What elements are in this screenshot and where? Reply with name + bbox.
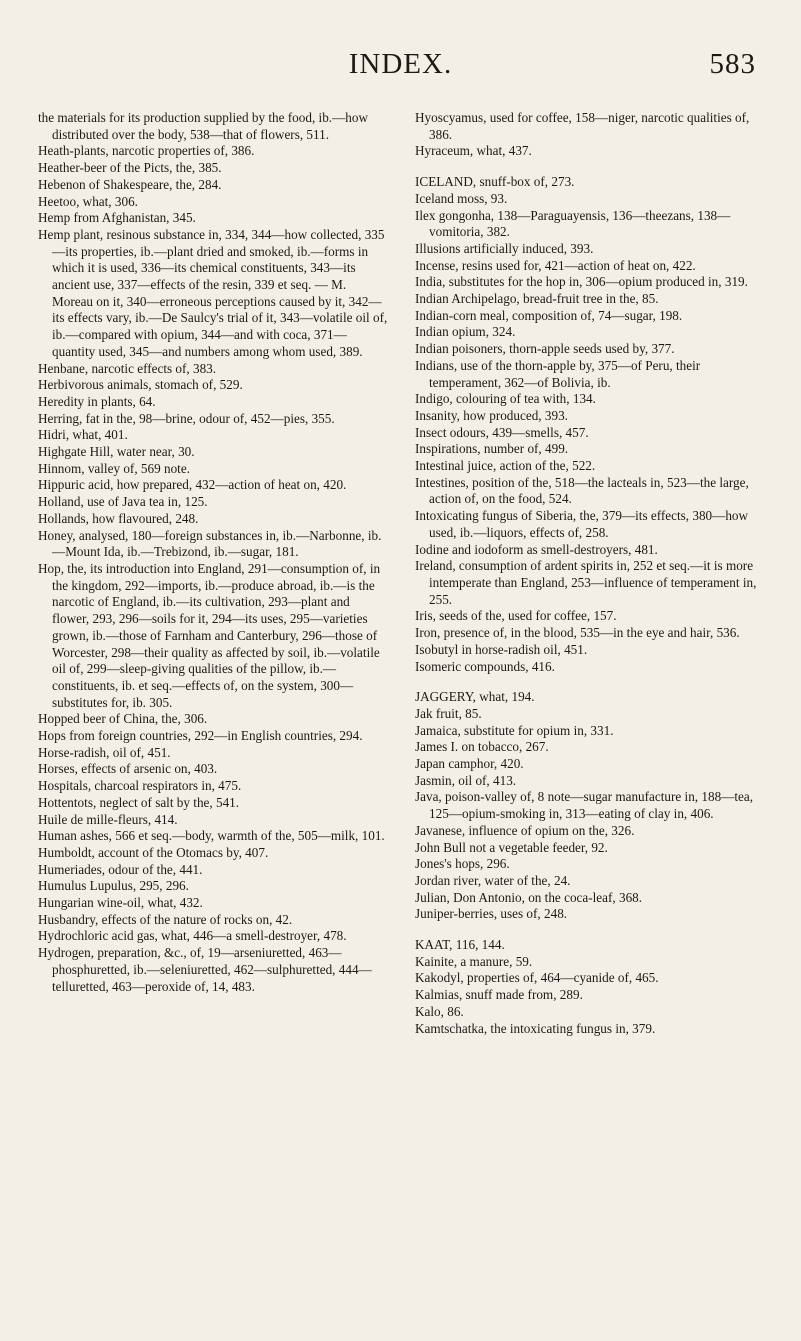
index-entry: Honey, analysed, 180—foreign substances in, ib.—Narbonne, ib.—Mount Ida, ib.—Trebizond, ib.—sugar, 181. [38, 527, 382, 560]
index-entry: Kalmias, snuff made from, 289. [415, 987, 583, 1003]
index-entry: Intoxicating fungus of Siberia, the, 379—its effects, 380—how used, ib.—liquors, effects of, 258. [415, 508, 749, 540]
index-entry: Hippuric acid, how prepared, 432—action of heat on, 420. [38, 477, 347, 493]
index-entry: John Bull not a vegetable feeder, 92. [415, 839, 608, 855]
index-entry: Hospitals, charcoal respirators in, 475. [38, 778, 242, 794]
index-entry: Herbivorous animals, stomach of, 529. [38, 377, 243, 393]
index-entry: Henbane, narcotic effects of, 383. [38, 360, 217, 376]
index-entry: KAAT, 116, 144. [415, 937, 505, 953]
index-entry: Kainite, a manure, 59. [415, 953, 533, 969]
index-entry: Japan camphor, 420. [415, 756, 524, 772]
index-entry: Iron, presence of, in the blood, 535—in the eye and hair, 536. [415, 625, 740, 641]
index-entry: India, substitutes for the hop in, 306—opium produced in, 319. [415, 274, 748, 290]
index-entry: Insect odours, 439—smells, 457. [415, 424, 589, 440]
running-title: INDEX. [348, 48, 453, 80]
index-entry: Incense, resins used for, 421—action of heat on, 422. [415, 257, 696, 273]
index-entry: Julian, Don Antonio, on the coca-leaf, 368. [415, 889, 643, 905]
index-entry: Jasmin, oil of, 413. [415, 772, 517, 788]
index-entry: Indian poisoners, thorn-apple seeds used by, 377. [415, 341, 675, 357]
index-entry: Indians, use of the thorn-apple by, 375—of Peru, their temperament, 362—of Bolivia, ib. [415, 357, 701, 390]
index-entry: Hydrogen, preparation, &c., of, 19—arseniuretted, 463—phosphuretted, ib.—seleniuretted, 462—sulphuretted, 444—telluretted, 463—peroxide of, 14, 483. [38, 945, 372, 994]
index-entry: Hinnom, valley of, 569 note. [38, 460, 190, 476]
index-entry: Javanese, influence of opium on the, 326. [415, 822, 635, 838]
index-entry: Kalo, 86. [415, 1003, 464, 1019]
index-entry: Insanity, how produced, 393. [415, 407, 568, 423]
index-entry: Hyraceum, what, 437. [415, 143, 532, 159]
index-entry: Jamaica, substitute for opium in, 331. [415, 722, 614, 738]
index-entry: ICELAND, snuff-box of, 273. [415, 174, 575, 190]
index-entry: Iodine and iodoform as smell-destroyers, 481. [415, 541, 658, 557]
index-entry: Heredity in plants, 64. [38, 393, 156, 409]
page-number: 583 [709, 48, 756, 80]
index-entry: Hemp from Afghanistan, 345. [38, 210, 196, 226]
index-entry: Hottentots, neglect of salt by the, 541. [38, 794, 240, 810]
index-entry: Herring, fat in the, 98—brine, odour of, 452—pies, 355. [38, 410, 335, 426]
index-entry: Humboldt, account of the Otomacs by, 407. [38, 844, 269, 860]
index-entry: the materials for its production supplied by the food, ib.—how distributed over the body, 538—that of flowers, 511. [38, 110, 368, 142]
index-columns [38, 110, 766, 1037]
index-entry: Inspirations, number of, 499. [415, 441, 569, 457]
index-entry: Hyoscyamus, used for coffee, 158—niger, narcotic qualities of, 386. [415, 110, 750, 142]
index-entry: JAGGERY, what, 194. [415, 689, 535, 705]
index-entry: Indian opium, 324. [415, 324, 516, 340]
index-entry: Intestinal juice, action of the, 522. [415, 458, 596, 474]
index-entry: Hidri, what, 401. [38, 427, 128, 443]
index-entry: Heather-beer of the Picts, the, 385. [38, 160, 222, 176]
index-entry: Hopped beer of China, the, 306. [38, 711, 208, 727]
index-entry: Hebenon of Shakespeare, the, 284. [38, 176, 222, 192]
index-entry: Horse-radish, oil of, 451. [38, 744, 171, 760]
index-entry: Jak fruit, 85. [415, 705, 482, 721]
left-column [38, 110, 389, 1037]
index-entry: Hops from foreign countries, 292—in English countries, 294. [38, 728, 363, 744]
index-entry: Huile de mille-fleurs, 414. [38, 811, 178, 827]
index-entry: Juniper-berries, uses of, 248. [415, 906, 568, 922]
index-entry: Intestines, position of the, 518—the lacteals in, 523—the large, action of, on the food, 524. [415, 474, 749, 507]
index-entry: Indian-corn meal, composition of, 74—sugar, 198. [415, 307, 683, 323]
index-entry: Kakodyl, properties of, 464—cyanide of, 465. [415, 970, 659, 986]
index-entry: Horses, effects of arsenic on, 403. [38, 761, 218, 777]
index-entry: Iris, seeds of the, used for coffee, 157. [415, 608, 617, 624]
index-entry: Kamtschatka, the intoxicating fungus in, 379. [415, 1020, 656, 1036]
index-entry: Indian Archipelago, bread-fruit tree in the, 85. [415, 291, 659, 307]
right-column [415, 110, 766, 1037]
index-entry: Isomeric compounds, 416. [415, 658, 555, 674]
index-entry: Husbandry, effects of the nature of rocks on, 42. [38, 911, 293, 927]
index-entry: Holland, use of Java tea in, 125. [38, 494, 208, 510]
index-entry: Java, poison-valley of, 8 note—sugar manufacture in, 188—tea, 125—opium-smoking in, 313—eating of clay in, 406. [415, 789, 754, 822]
index-entry: Illusions artificially induced, 393. [415, 240, 594, 256]
index-entry: Heetoo, what, 306. [38, 193, 138, 209]
index-entry: James I. on tobacco, 267. [415, 739, 549, 755]
index-entry: Hollands, how flavoured, 248. [38, 510, 199, 526]
index-entry: Hydrochloric acid gas, what, 446—a smell-destroyer, 478. [38, 928, 347, 944]
page-header [0, 48, 801, 88]
index-entry: Heath-plants, narcotic properties of, 386. [38, 143, 255, 159]
index-entry: Ilex gongonha, 138—Paraguayensis, 136—theezans, 138—vomitoria, 382. [415, 207, 731, 240]
index-entry: Humulus Lupulus, 295, 296. [38, 878, 189, 894]
index-entry: Hemp plant, resinous substance in, 334, 344—how collected, 335—its properties, ib.—plant dried and smoked, ib.—forms in which it is used, 336—its chemical constituents, 343—its ancient use, 337—effects of the resin, 339 et seq. — M. Moreau on it, 340—erroneous perceptions caused by it, 342—its effects vary, ib.—De Saulcy's trial of it, 343—volatile oil of, ib.—compared with opium, 344—and with coca, 371—quantity used, 345—and numbers among whom used, 389. [38, 226, 388, 359]
index-entry: Highgate Hill, water near, 30. [38, 444, 195, 460]
index-entry: Jordan river, water of the, 24. [415, 872, 571, 888]
index-entry: Isobutyl in horse-radish oil, 451. [415, 641, 588, 657]
index-entry: Hop, the, its introduction into England, 291—consumption of, in the kingdom, 292—imports, ib.—produce abroad, ib.—is the narcotic of England, ib.—its cultivation, 293—plant and flower, 293, 296—soils for it, 294—its uses, 295—varieties grown, ib.—those of Farnham and Canterbury, 296—those of Worcester, 298—their quality as affected by soil, ib.—volatile oil of, 299—sleep-giving qualities of the pillow, ib.—constituents, ib. et seq.—effects of, on the system, 300—substitutes for, ib. 305. [38, 560, 381, 710]
index-entry: Iceland moss, 93. [415, 190, 508, 206]
index-entry: Jones's hops, 296. [415, 856, 510, 872]
index-entry: Indigo, colouring of tea with, 134. [415, 391, 596, 407]
index-entry: Hungarian wine-oil, what, 432. [38, 895, 203, 911]
index-entry: Ireland, consumption of ardent spirits in, 252 et seq.—it is more intemperate than England, 253—influence of temperament in, 255. [415, 558, 757, 607]
index-entry: Human ashes, 566 et seq.—body, warmth of the, 505—milk, 101. [38, 828, 385, 844]
index-entry: Humeriades, odour of the, 441. [38, 861, 203, 877]
